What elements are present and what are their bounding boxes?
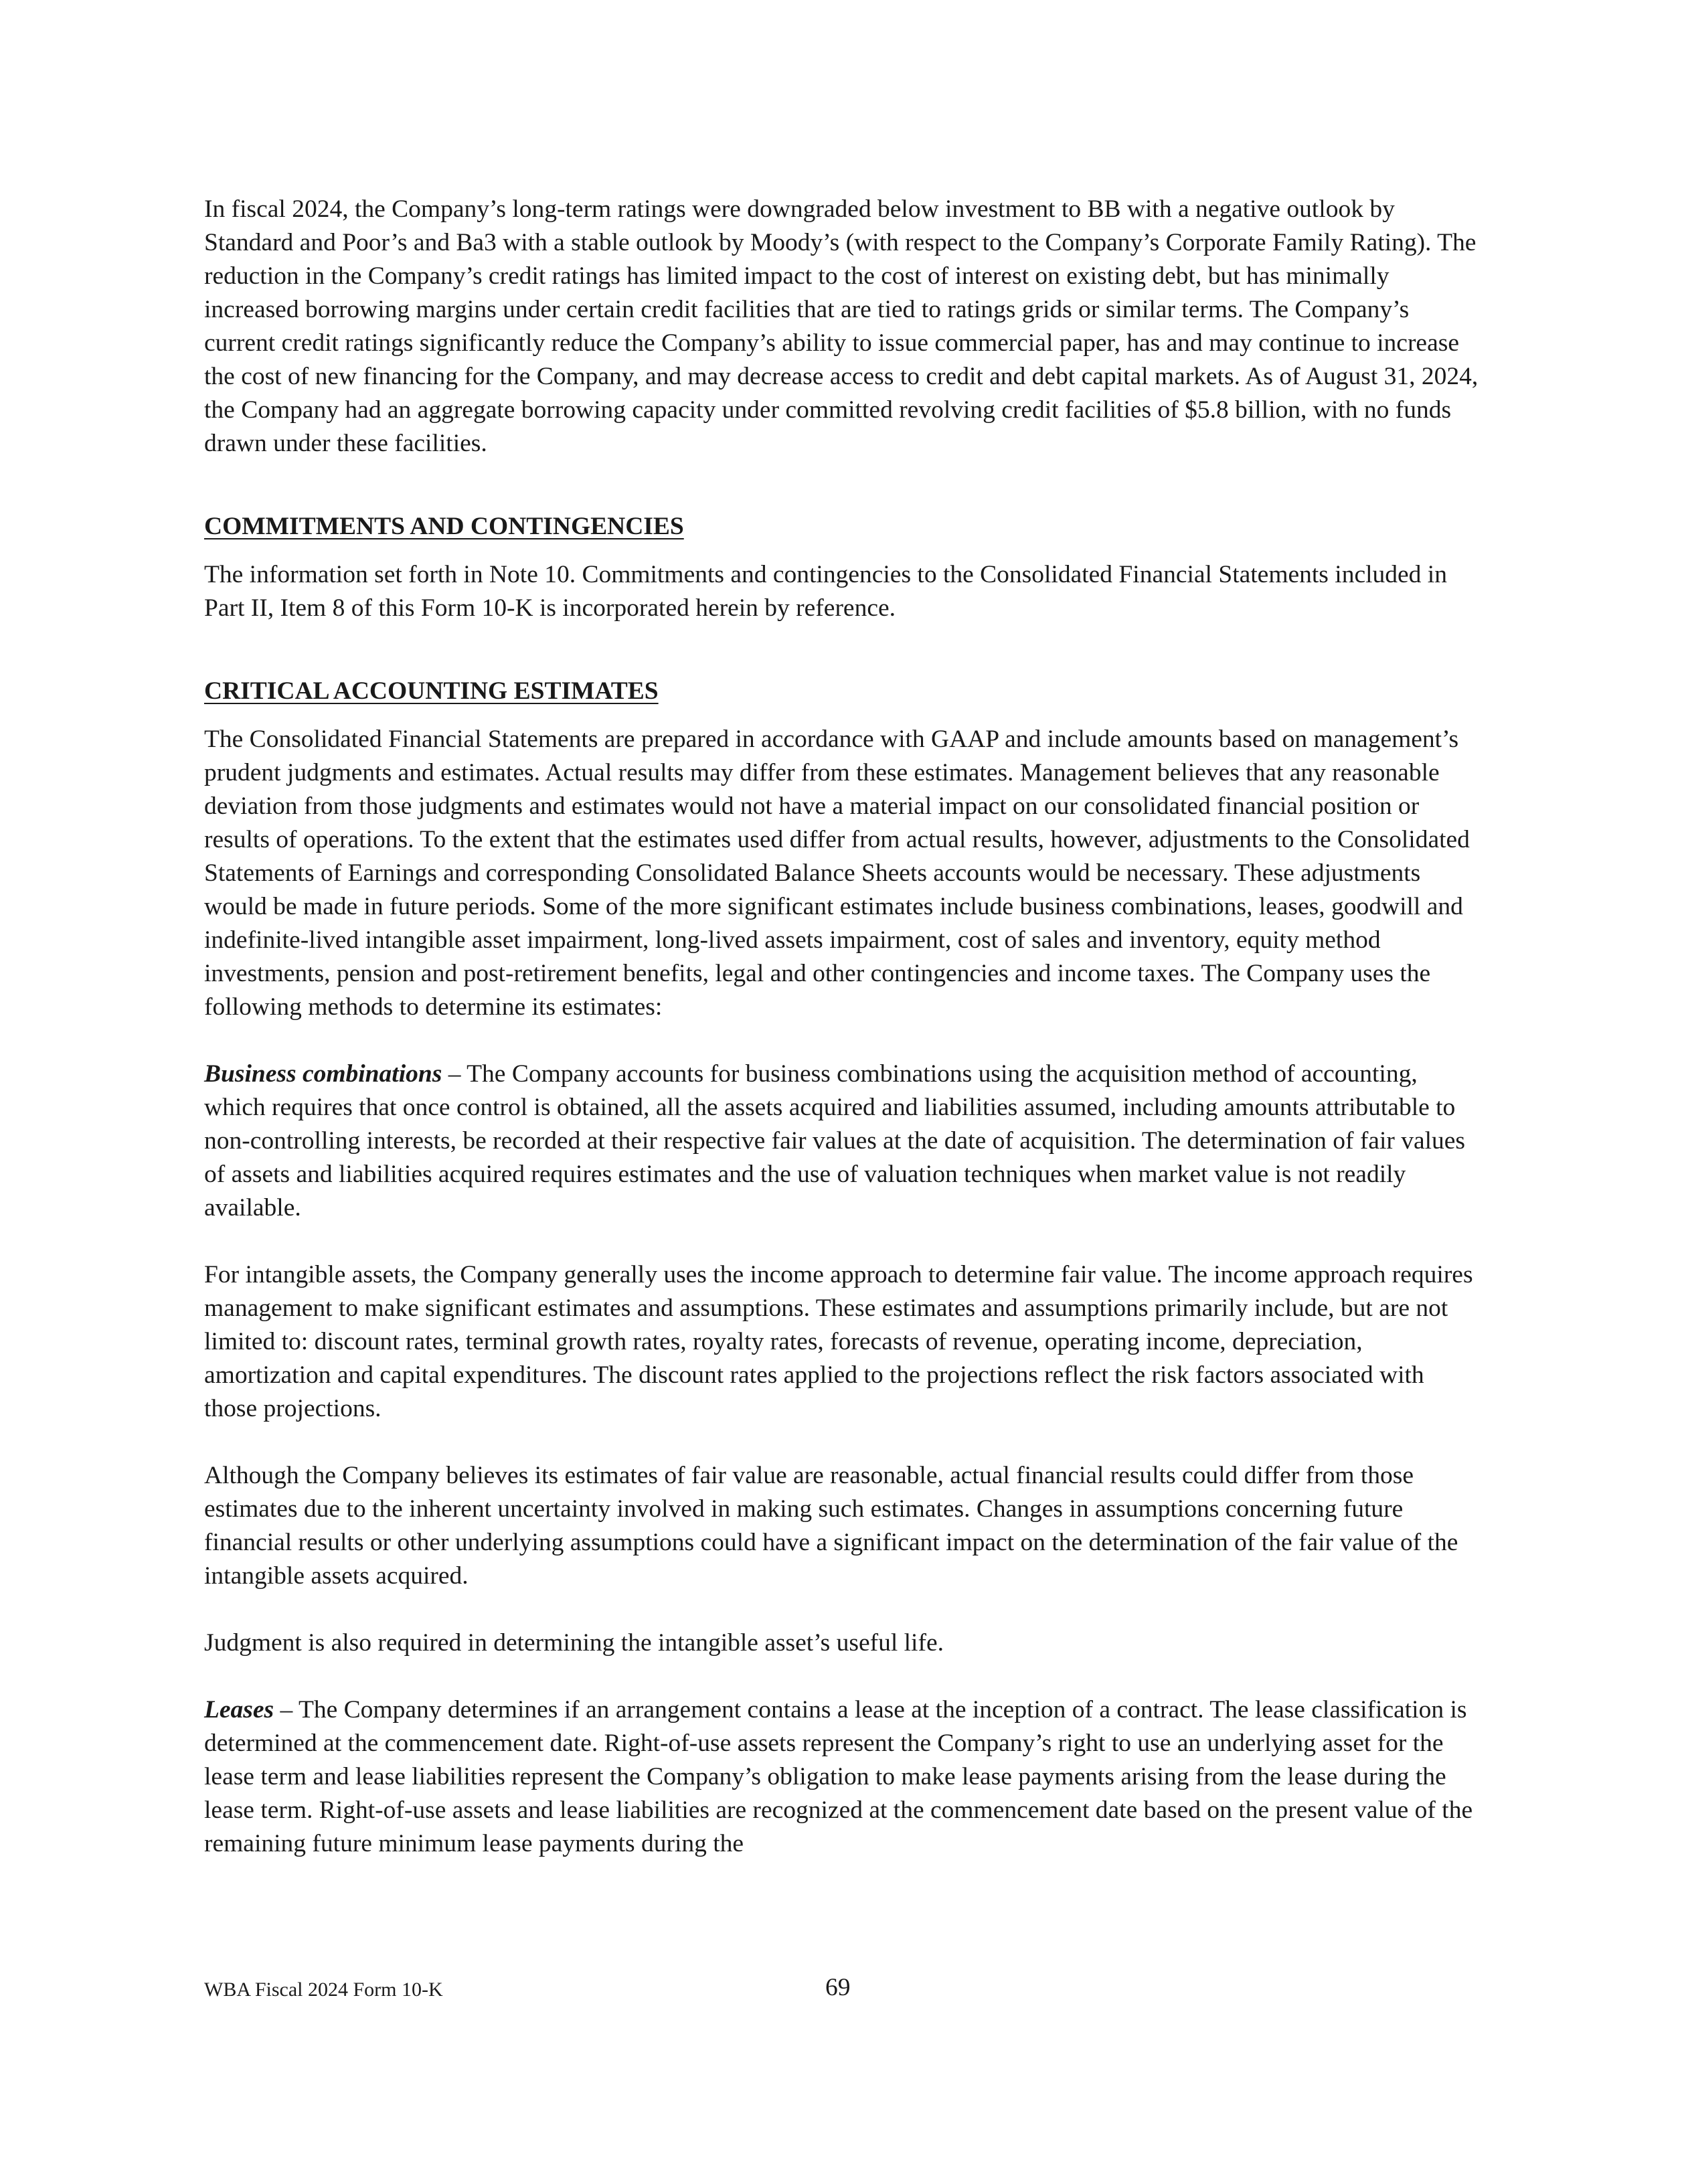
credit-ratings-paragraph: In fiscal 2024, the Company’s long-term ratings were downgraded below investment to BB with a negative outlook by Standard and Poor’s and Ba3 with a stable outlook by Moody’s (with respect to the Company’s Corporate Family Rating). The reduction in the Company’s credit ratings has limited impact to the cost of interest on existing debt, but has minimally increased borrowing margins under certain credit facilities that are tied to ratings grids or similar terms. The Company’s current credit ratings significantly reduce the Company’s ability to issue commercial paper, has and may continue to increase the cost of new financing for the Company, and may decrease access to credit and debt capital markets. As of August 31, 2024, the Company had an aggregate borrowing capacity under committed revolving credit facilities of $5.8 billion, with no funds drawn under these facilities. (204, 195, 1479, 457)
page-footer (204, 1971, 1479, 2005)
intangible-assets-paragraph: For intangible assets, the Company generally uses the income approach to determine fair value. The income approach requires management to make significant estimates and assumptions. These estimates and assumptions primarily include, but are not limited to: discount rates, terminal growth rates, royalty rates, forecasts of revenue, operating income, depreciation, amortization and capital expenditures. The discount rates applied to the projections reflect the risk factors associated with those projections. (204, 1261, 1473, 1422)
commitments-paragraph: The information set forth in Note 10. Commitments and contingencies to the Consolidated Financial Statements included in Part II, Item 8 of this Form 10-K is incorporated herein by reference. (204, 561, 1447, 622)
leases-paragraph (204, 1693, 1479, 1861)
critical-estimates-heading: CRITICAL ACCOUNTING ESTIMATES (204, 677, 659, 705)
leases-body: – The Company determines if an arrangement contains a lease at the inception of a contract. The lease classification is determined at the commencement date. Right-of-use assets represent the Company’s right to use an underlying asset for the lease term and lease liabilities represent the Company’s obligation to make lease payments arising from the lease during the lease term. Right-of-use assets and lease liabilities are recognized at the commencement date based on the present value of the remaining future minimum lease payments during the (204, 1696, 1473, 1857)
business-combinations-body: – The Company accounts for business combinations using the acquisition method of accounting, which requires that once control is obtained, all the assets acquired and liabilities assumed, including amounts attributable to non-controlling interests, be recorded at their respective fair values at the date of acquisition. The determination of fair values of assets and liabilities acquired requires estimates and the use of valuation techniques when market value is not readily available. (204, 1060, 1466, 1222)
business-combinations-paragraph (204, 1058, 1479, 1225)
document-body (204, 193, 1479, 1861)
commitments-heading: COMMITMENTS AND CONTINGENCIES (204, 513, 684, 540)
leases-lead: Leases (204, 1696, 274, 1724)
fair-value-paragraph: Although the Company believes its estimates of fair value are reasonable, actual financial results could differ from those estimates due to the inherent uncertainty involved in making such estimates. Changes in assumptions concerning future financial results or other underlying assumptions could have a significant impact on the determination of the fair value of the intangible assets acquired. (204, 1462, 1458, 1590)
business-combinations-lead: Business combinations (204, 1060, 442, 1088)
page-number: 69 (825, 1974, 851, 2001)
useful-life-paragraph: Judgment is also required in determining the intangible asset’s useful life. (204, 1629, 944, 1657)
footer-document-title: WBA Fiscal 2024 Form 10-K (204, 1979, 443, 2001)
critical-estimates-paragraph: The Consolidated Financial Statements are prepared in accordance with GAAP and include amounts based on management’s prudent judgments and estimates. Actual results may differ from these estimates. Management believes that any reasonable deviation from those judgments and estimates would not have a material impact on our consolidated financial position or results of operations. To the extent that the estimates used differ from actual results, however, adjustments to the Consolidated Statements of Earnings and corresponding Consolidated Balance Sheets accounts would be necessary. These adjustments would be made in future periods. Some of the more significant estimates include business combinations, leases, goodwill and indefinite-lived intangible asset impairment, long-lived assets impairment, cost of sales and inventory, equity method investments, pension and post-retirement benefits, legal and other contingencies and income taxes. The Company uses the following methods to determine its estimates: (204, 726, 1470, 1021)
